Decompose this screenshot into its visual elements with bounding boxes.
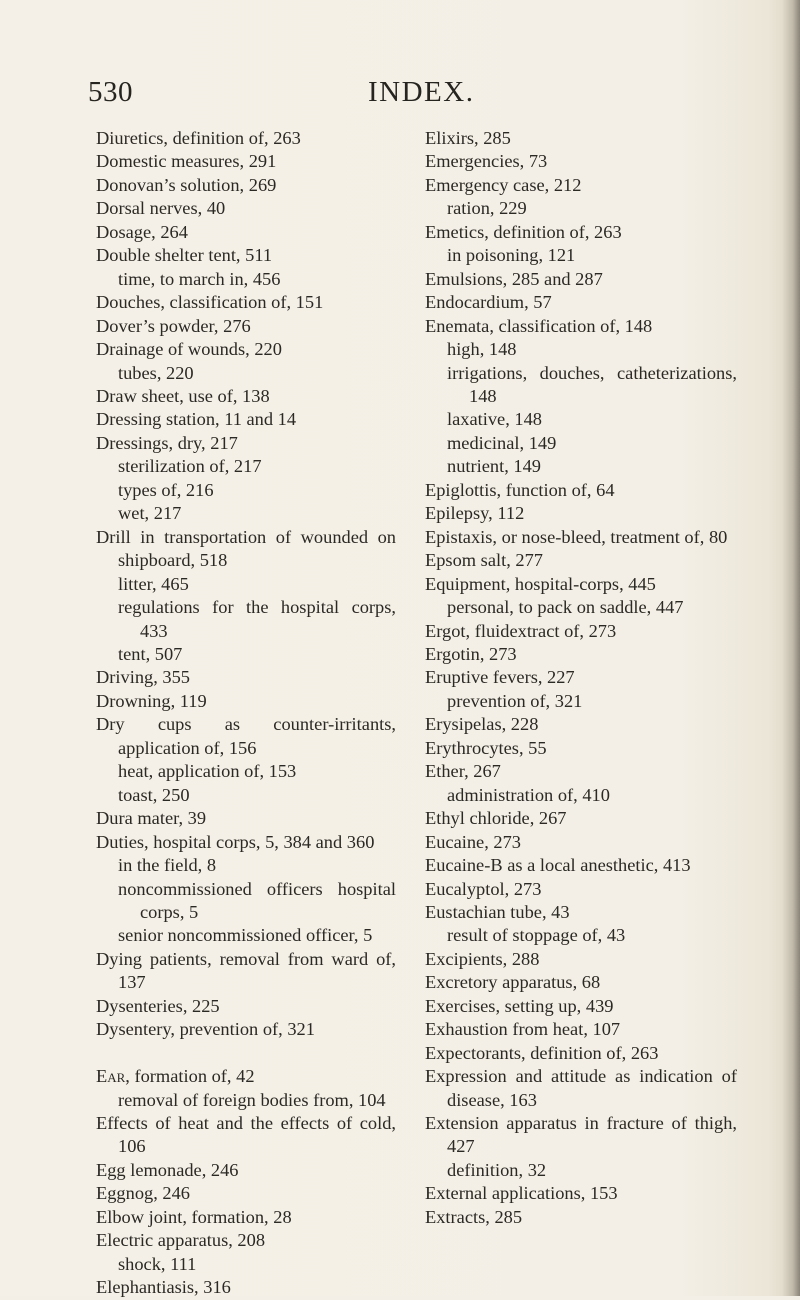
index-entry: Double shelter tent, 511 — [96, 245, 273, 266]
index-subentry: removal of foreign bodies from, 104 — [118, 1089, 386, 1110]
section-gap — [96, 1042, 396, 1065]
index-entry: Expression and attitude as indication of disease, 163 — [425, 1066, 737, 1110]
index-entry: Expectorants, definition of, 263 — [425, 1042, 659, 1063]
index-subentry: ration, 229 — [447, 198, 527, 219]
index-subentry: shock, 111 — [118, 1253, 197, 1274]
index-entry: Exercises, setting up, 439 — [425, 995, 614, 1016]
index-entry: Drill in transportation of wounded on shipboard, 518 — [96, 526, 396, 571]
index-entry: Effects of heat and the effects of cold, 106 — [96, 1113, 396, 1157]
index-subentry: time, to march in, 456 — [118, 268, 281, 289]
index-column-right — [425, 127, 737, 1229]
index-entry: Diuretics, definition of, 263 — [96, 128, 301, 148]
index-entry: Epiglottis, function of, 64 — [425, 479, 615, 500]
small-caps-lead: Ear — [96, 1066, 126, 1087]
index-entry: Drowning, 119 — [96, 690, 207, 711]
index-entry: Epistaxis, or nose-bleed, treatment of, 80 — [425, 526, 728, 547]
index-entry: Epilepsy, 112 — [425, 503, 525, 524]
index-entry: Equipment, hospital-corps, 445 — [425, 573, 656, 594]
index-entry: Electric apparatus, 208 — [96, 1230, 266, 1251]
page-edge-shadow — [782, 0, 800, 1296]
index-entry: Extracts, 285 — [425, 1206, 523, 1227]
index-entry: Exhaustion from heat, 107 — [425, 1019, 621, 1040]
index-entry: Drainage of wounds, 220 — [96, 339, 282, 360]
index-entry: Ethyl chloride, 267 — [425, 808, 567, 829]
index-subentry: heat, application of, 153 — [118, 761, 297, 782]
index-subentry: high, 148 — [447, 339, 517, 360]
index-entry: Epsom salt, 277 — [425, 550, 544, 571]
index-entry: Eucaine-B as a local anesthetic, 413 — [425, 855, 691, 876]
index-entry: Ear, formation of, 42 — [96, 1066, 255, 1087]
index-entry: Ether, 267 — [425, 761, 501, 782]
index-entry: Ergotin, 273 — [425, 643, 517, 664]
index-entry: Excipients, 288 — [425, 948, 540, 969]
index-entry: Dressings, dry, 217 — [96, 432, 238, 453]
index-entry: Douches, classification of, 151 — [96, 292, 324, 313]
index-subentry: in the field, 8 — [118, 855, 217, 876]
index-entry: Extension apparatus in fracture of thigh, 427 — [425, 1113, 737, 1157]
index-entry: Dysenteries, 225 — [96, 995, 220, 1016]
index-subentry: noncommissioned officers hospital corps, 5 — [118, 878, 396, 922]
index-entry: Elbow joint, formation, 28 — [96, 1206, 292, 1227]
index-entry: Enemata, classification of, 148 — [425, 315, 653, 336]
index-entry: Excretory apparatus, 68 — [425, 972, 601, 993]
index-entry: Dysentery, prevention of, 321 — [96, 1019, 315, 1040]
index-subentry: prevention of, 321 — [447, 690, 583, 711]
index-subentry: irrigations, douches, catheterizations, 148 — [447, 362, 737, 406]
index-entry: Eucaine, 273 — [425, 831, 522, 852]
index-subentry: administration of, 410 — [447, 784, 610, 805]
index-column-left — [96, 127, 396, 1300]
index-entry: Domestic measures, 291 — [96, 151, 277, 172]
running-head: INDEX. — [368, 76, 475, 108]
index-entry: Endocardium, 57 — [425, 292, 552, 313]
index-entry: Eruptive fevers, 227 — [425, 667, 575, 688]
index-entry: Dying patients, removal from ward of, 137 — [96, 948, 396, 993]
index-subentry: definition, 32 — [447, 1159, 547, 1180]
index-entry: Draw sheet, use of, 138 — [96, 385, 270, 406]
index-entry: Eggnog, 246 — [96, 1183, 190, 1204]
index-entry: Eustachian tube, 43 — [425, 901, 570, 922]
index-subentry: regulations for the hospital corps, 433 — [118, 597, 396, 641]
index-entry: Emetics, definition of, 263 — [425, 221, 622, 242]
index-entry: Donovan’s solution, 269 — [96, 174, 277, 195]
index-entry: Dover’s powder, 276 — [96, 315, 251, 336]
index-entry: Dressing station, 11 and 14 — [96, 409, 297, 430]
index-entry: Eucalyptol, 273 — [425, 878, 542, 899]
index-entry: Driving, 355 — [96, 667, 190, 688]
index-subentry: toast, 250 — [118, 784, 190, 805]
index-subentry: tubes, 220 — [118, 362, 194, 383]
index-entry: Dura mater, 39 — [96, 808, 207, 829]
index-entry: Elephantiasis, 316 — [96, 1277, 231, 1298]
index-entry: Egg lemonade, 246 — [96, 1159, 239, 1180]
index-entry: Emergency case, 212 — [425, 174, 582, 195]
index-subentry: personal, to pack on saddle, 447 — [447, 597, 684, 618]
index-entry: Emergencies, 73 — [425, 151, 548, 172]
index-entry: Erysipelas, 228 — [425, 714, 539, 735]
index-entry: External applications, 153 — [425, 1183, 618, 1204]
index-subentry: senior noncommissioned officer, 5 — [118, 925, 373, 946]
index-subentry: nutrient, 149 — [447, 456, 541, 477]
index-entry: Erythrocytes, 55 — [425, 737, 547, 758]
index-entry: Ergot, fluidextract of, 273 — [425, 620, 617, 641]
index-entry: Emulsions, 285 and 287 — [425, 268, 603, 289]
index-subentry: in poisoning, 121 — [447, 245, 576, 266]
index-entry: Elixirs, 285 — [425, 128, 511, 148]
index-subentry: sterilization of, 217 — [118, 456, 262, 477]
index-subentry: types of, 216 — [118, 479, 214, 500]
page-number: 530 — [88, 76, 133, 108]
index-subentry: laxative, 148 — [447, 409, 542, 430]
index-entry: Dorsal nerves, 40 — [96, 198, 226, 219]
index-entry: Dosage, 264 — [96, 221, 188, 242]
index-subentry: result of stoppage of, 43 — [447, 925, 626, 946]
index-subentry: litter, 465 — [118, 573, 189, 594]
index-entry: Dry cups as counter-irritants, application of, 156 — [96, 714, 396, 758]
page-header — [0, 76, 800, 116]
index-entry: Duties, hospital corps, 5, 384 and 360 — [96, 831, 375, 852]
index-subentry: wet, 217 — [118, 503, 182, 524]
index-subentry: tent, 507 — [118, 643, 183, 664]
index-subentry: medicinal, 149 — [447, 432, 557, 453]
